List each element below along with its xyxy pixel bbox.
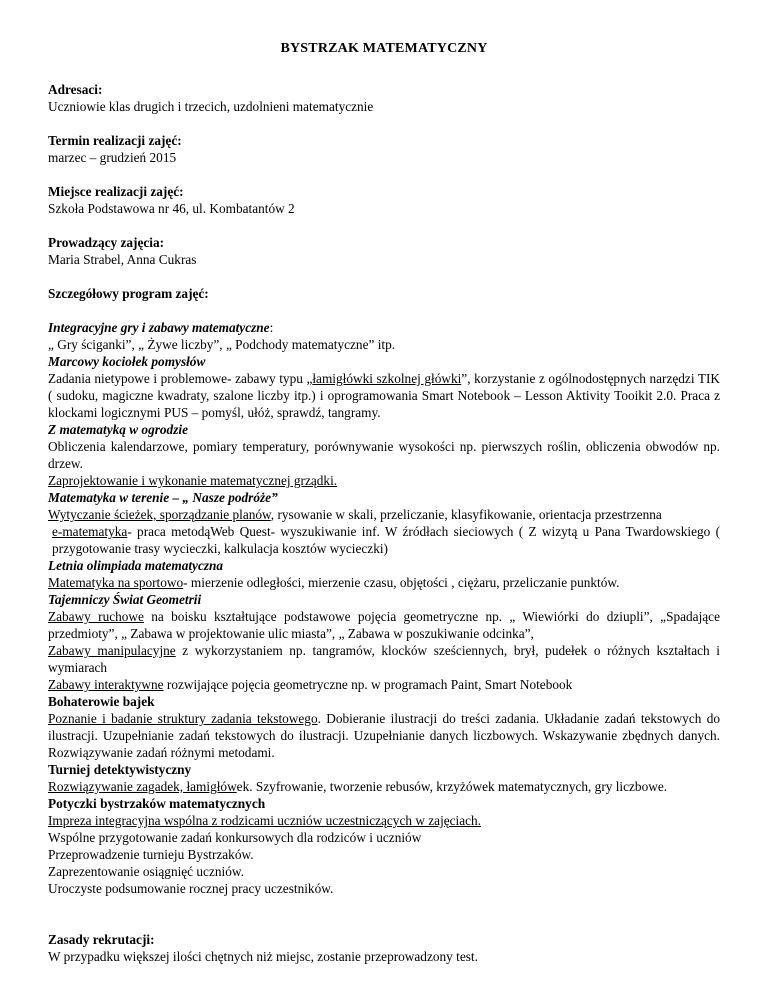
integracyjne-heading: Integracyjne gry i zabawy matematyczne (48, 320, 270, 335)
potyczki-line: Zaprezentowanie osiągnięć uczniów. (48, 864, 244, 879)
program-body (48, 319, 720, 897)
terenie-t1: , rysowanie w skali, przeliczanie, klasyfikowanie, orientacja przestrzenna (270, 507, 662, 522)
geometrii-t3: rozwijające pojęcia geometryczne np. w programach Paint, Smart Notebook (163, 677, 573, 692)
section-miejsce (48, 183, 720, 217)
geometrii-u1: Zabawy ruchowe (48, 609, 144, 624)
turniej-text (48, 778, 720, 795)
bajek-underlined: Poznanie i badanie struktury zadania tekstowego (48, 711, 318, 726)
document-page (48, 40, 720, 982)
program-label: Szczegółowy program zajęć: (48, 286, 209, 301)
prowadzacy-label: Prowadzący zajęcia: (48, 235, 165, 250)
terenie-heading: Matematyka w terenie – „ Nasze podróże” (48, 490, 278, 505)
terenie-line-2 (48, 523, 720, 557)
adresaci-label: Adresaci: (48, 82, 103, 97)
potyczki-heading: Potyczki bystrzaków matematycznych (48, 796, 266, 811)
integracyjne-text: „ Gry ściganki”, „ Żywe liczby”, „ Podchody matematyczne” itp. (48, 337, 396, 352)
prowadzacy-value: Maria Strabel, Anna Cukras (48, 252, 197, 267)
adresaci-value: Uczniowie klas drugich i trzecich, uzdolnieni matematycznie (48, 99, 374, 114)
olimpiada-t: - mierzenie odległości, mierzenie czasu, objętości , ciężaru, przeliczanie punktów. (183, 575, 620, 590)
bajek-t: . Dobieranie ilustracji do treści zadania. Układanie zadań tekstowych do ilustracji. Uzupełnianie zadań tekstowych do ilustracji. Uzupełnianie danych liczbowych. Wskazywanie zbędnych danych. Rozwiązywanie zadań różnymi metodami. (48, 711, 721, 760)
geometrii-t1: na boisku kształtujące podstawowe pojęcia geometryczne np. „ Wiewiórki do dziupli”, „Spadające przedmioty”, „ Zabawa w projektowanie ulic miasta”, „ Zabawa w poszukiwanie odcinka”, (48, 609, 720, 641)
kociolek-text (48, 370, 720, 421)
document-title: BYSTRZAK MATEMATYCZNY (280, 41, 488, 56)
geometrii-u3: Zabawy interaktywne (48, 677, 164, 692)
geometrii-u2: Zabawy manipulacyjne (48, 643, 176, 658)
geometrii-line-2 (48, 642, 720, 676)
olimpiada-text (48, 574, 720, 591)
geometrii-t2: z wykorzystaniem np. tangramów, klocków sześciennych, brył, pudełek o różnych kształtach i wymiarach (48, 643, 720, 675)
section-rekrutacja (48, 931, 720, 965)
potyczki-line: Przeprowadzenie turnieju Bystrzaków. (48, 847, 254, 862)
geometrii-line-1 (48, 608, 720, 642)
potyczki-line: Uroczyste podsumowanie rocznej pracy uczestników. (48, 881, 334, 896)
kociolek-pre: Zadania nietypowe i problemowe- zabawy typu „ (48, 371, 313, 386)
bajek-heading: Bohaterowie bajek (48, 694, 155, 709)
section-termin (48, 132, 720, 166)
kociolek-underlined: łamigłówki szkolnej główki (312, 371, 462, 386)
terenie-line-1 (48, 506, 720, 523)
olimpiada-heading: Letnia olimpiada matematyczna (48, 558, 224, 573)
terenie-u2: e-matematyka (52, 524, 128, 539)
ogrodzie-underlined: Zaprojektowanie i wykonanie matematycznej grządki. (48, 473, 338, 488)
miejsce-label: Miejsce realizacji zajęć: (48, 184, 184, 199)
termin-label: Termin realizacji zajęć: (48, 133, 182, 148)
kociolek-heading: Marcowy kociołek pomysłów (48, 354, 206, 369)
olimpiada-underlined: Matematyka na sportowo (48, 575, 184, 590)
ogrodzie-text: Obliczenia kalendarzowe, pomiary temperatury, porównywanie wysokości np. pierwszych roślin, obliczenia obwodów np. drzew. (48, 439, 720, 471)
section-prowadzacy (48, 234, 720, 268)
terenie-t2: - praca metodąWeb Quest- wyszukiwanie inf. W źródłach sieciowych ( Z wizytą u Pana Twardowskiego ( przygotowanie trasy wycieczki, kalkulacja kosztów wycieczki) (52, 524, 720, 556)
turniej-t: ek. Szyfrowanie, tworzenie rebusów, krzyżówek matematycznych, gry liczbowe. (236, 779, 668, 794)
potyczki-line: Wspólne przygotowanie zadań konkursowych dla rodziców i uczniów (48, 830, 422, 845)
miejsce-value: Szkoła Podstawowa nr 46, ul. Kombatantów 2 (48, 201, 295, 216)
integracyjne-heading-line (48, 319, 720, 336)
turniej-underlined: Rozwiązywanie zagadek, łamigłów (48, 779, 237, 794)
kociolek-post: ”, korzystanie z ogólnodostępnych narzędzi TIK ( sudoku, magiczne kwadraty, szalone liczby itp.) i oprogramowania Smart Notebook – Lesson Aktivity Tooikit 2.0. Praca z klockami logicznymi PUS – pomyśl, ułóż, sprawdź, tangramy. (48, 371, 720, 420)
section-adresaci (48, 81, 720, 115)
geometrii-line-3 (48, 676, 720, 693)
turniej-heading: Turniej detektywistyczny (48, 762, 192, 777)
bajek-text (48, 710, 720, 761)
rekrutacja-value: W przypadku większej ilości chętnych niż miejsc, zostanie przeprowadzony test. (48, 949, 478, 964)
geometrii-heading: Tajemniczy Świat Geometrii (48, 592, 202, 607)
potyczki-underlined: Impreza integracyjna wspólna z rodzicami uczniów uczestniczących w zajęciach. (48, 813, 482, 828)
integracyjne-colon: : (269, 320, 274, 335)
ogrodzie-heading: Z matematyką w ogrodzie (48, 422, 188, 437)
rekrutacja-label: Zasady rekrutacji: (48, 932, 155, 947)
terenie-u1: Wytyczanie ścieżek, sporządzanie planów (48, 507, 271, 522)
termin-value: marzec – grudzień 2015 (48, 150, 177, 165)
